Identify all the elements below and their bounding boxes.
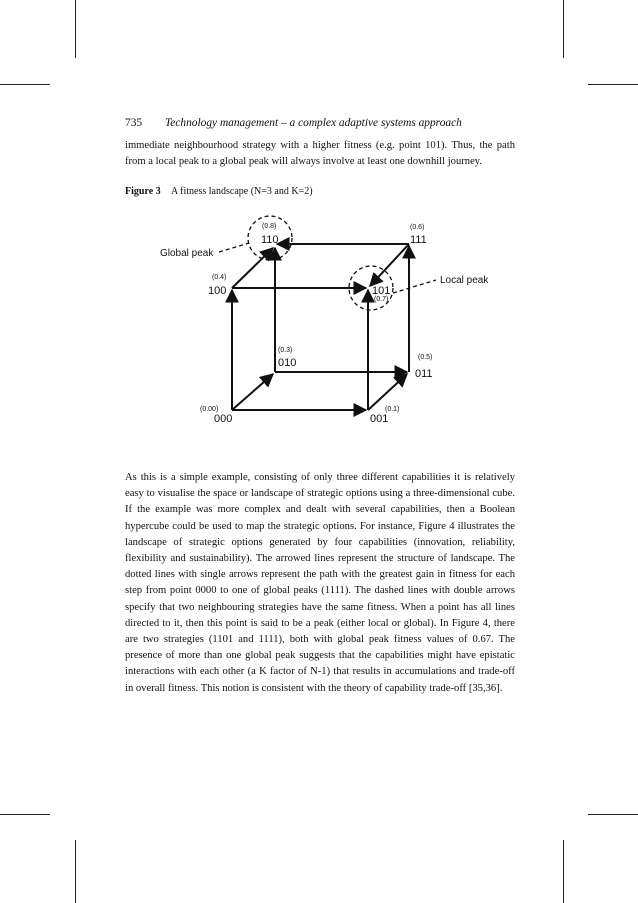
node-label-010: 010 — [278, 357, 297, 369]
edge-111-101 — [370, 244, 409, 286]
node-fitness-110: (0.8) — [262, 223, 277, 230]
edge-100-110 — [232, 248, 273, 288]
node-fitness-001: (0.1) — [385, 406, 400, 413]
node-fitness-111: (0.6) — [410, 224, 425, 231]
global-peak-label: Global peak — [160, 248, 214, 259]
node-fitness-011: (0.5) — [418, 354, 433, 361]
page-number: 735 — [125, 117, 143, 129]
figure-caption-text: A fitness landscape (N=3 and K=2) — [171, 186, 313, 197]
node-label-101: 101 — [372, 285, 391, 297]
body-paragraph: immediate neighbourhood strategy with a higher fitness (e.g. point 101). Thus, the path from a local peak to a global peak will always involve at least one downhill journey. — [125, 140, 515, 168]
node-label-100: 100 — [208, 285, 227, 297]
node-fitness-101: (0.7) — [374, 296, 389, 303]
edge-001-011 — [368, 374, 407, 410]
node-label-001: 001 — [370, 413, 389, 425]
node-fitness-100: (0.4) — [212, 274, 227, 281]
edge-000-010 — [232, 374, 273, 410]
node-fitness-000: (0.00) — [200, 406, 219, 413]
local-peak-leader — [393, 280, 436, 293]
node-label-111: 111 — [410, 234, 427, 246]
figure-label: Figure 3 — [125, 186, 161, 197]
node-label-000: 000 — [214, 413, 233, 425]
node-label-011: 011 — [415, 368, 433, 380]
body-paragraph: As this is a simple example, consisting of only three different capabilities it is relatively easy to visualise the space or landscape of strategic options using a three-dimensional cube. If the example was more complex and dealt with several capabilities, then a Boolean hypercube could be used to map the strategic options. For instance, Figure 4 illustrates the landscape of strategic options generated by four capabilities (innovation, reliability, flexibility and sustainability). The arrowed lines represent the structure of landscape. The dotted lines with single arrows represent the path with the greatest gain in fitness for each step from point 0000 to one of global peaks (1111). The dashed lines with double arrows specify that two neighbouring strategies have the same fitness. When a point has all lines directed to it, then this point is said to be a peak (either local or global). In Figure 4, there are two strategies (1101 and 1111), both with global peak fitness values of 0.67. The presence of more than one global peak suggests that the capabilities might have epistatic interactions with each other (a K factor of N-1) that results in accumulations and trade-off in overall fitness. This notion is consistent with the theory of capability trade-off [35,36]. — [125, 472, 515, 694]
node-label-110: 110 — [261, 234, 279, 246]
running-title: Technology management – a complex adaptive systems approach — [165, 117, 462, 129]
node-fitness-010: (0.3) — [278, 347, 293, 354]
global-peak-leader — [219, 243, 249, 252]
local-peak-label: Local peak — [440, 275, 489, 286]
